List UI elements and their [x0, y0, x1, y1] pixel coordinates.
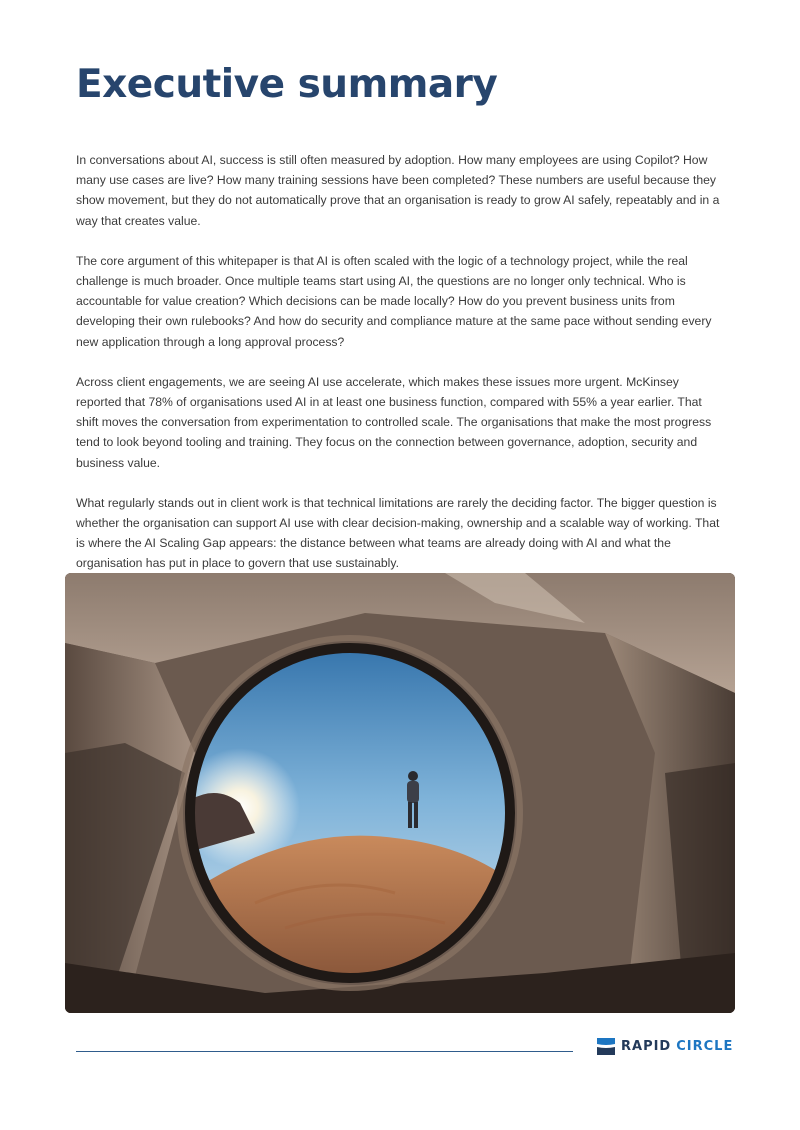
- paragraph-3: Across client engagements, we are seeing AI use accelerate, which makes these issues more urgent. McKinsey reported that 78% of organisations used AI in at least one business function, compared with 55% a year earlier. That shift moves the conversation from experimentation to controlled scale. The organisations that make the most progress tend to look beyond tooling and training. They focus on the connection between governance, adoption, security and business value.: [76, 374, 712, 470]
- rapid-circle-logo: [597, 1036, 733, 1056]
- paragraph-2: The core argument of this whitepaper is that AI is often scaled with the logic of a technology project, while the real challenge is much broader. Once multiple teams start using AI, the questions are no longer only technical. Who is accountable for value creation? Which decisions can be made locally? How do you prevent business units from developing their own rulebooks? And how do security and compliance mature at the same pace without sending every new application through a long approval process?: [76, 253, 712, 349]
- tent-desert-photo: [65, 573, 735, 1013]
- paragraph-1: In conversations about AI, success is still often measured by adoption. How many employees are using Copilot? How many use cases are live? How many training sessions have been completed? These numbers are useful because they show movement, but they do not automatically prove that an organisation is ready to grow AI safely, repeatably and in a way that creates value.: [76, 153, 720, 228]
- paragraph-4: What regularly stands out in client work is that technical limitations are rarely the deciding factor. The bigger question is whether the organisation can support AI use with clear decision-making, ownership and a scalable way of working. That is where the AI Scaling Gap appears: the distance between what teams are already doing with AI and what the organisation has put in place to govern that use sustainably.: [76, 495, 720, 571]
- logo-word-rapid: RAPID: [621, 1038, 672, 1054]
- footer-rule: [76, 1051, 573, 1052]
- page-title: Executive summary: [76, 62, 498, 107]
- body-text: [76, 150, 726, 594]
- logo-word-circle: CIRCLE: [676, 1038, 734, 1054]
- rapid-circle-mark-icon: [597, 1037, 615, 1055]
